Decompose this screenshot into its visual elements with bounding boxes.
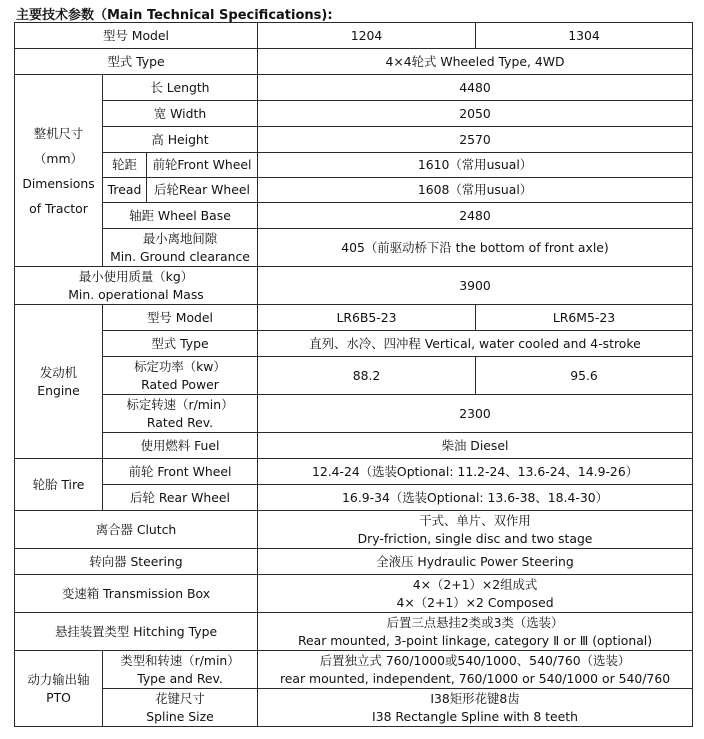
row-tread-front [15, 153, 693, 178]
tire-front-label: 前轮 Front Wheel [103, 459, 258, 485]
ground-clearance-label-cn: 最小离地间隙 [142, 230, 218, 246]
mass-label-en: Min. operational Mass [68, 286, 204, 302]
mass-label-cn: 最小使用质量（kg） [78, 268, 194, 284]
height-value: 2570 [258, 127, 693, 153]
row-tire-front [15, 459, 693, 485]
spec-table [14, 22, 693, 727]
row-rated-rev [15, 395, 693, 433]
row-engine-type [15, 331, 693, 357]
row-width [15, 101, 693, 127]
width-value: 2050 [258, 101, 693, 127]
dimensions-unit: （mm） [34, 150, 83, 166]
row-model [15, 23, 693, 49]
engine-type-value: 直列、水冷、四冲程 Vertical, water cooled and 4-stroke [258, 331, 693, 357]
model-1304: 1304 [476, 23, 693, 49]
clutch-value-en: Dry-friction, single disc and two stage [357, 530, 593, 546]
dimensions-en: Dimensions [22, 175, 95, 191]
pto-spline-label-en: Spline Size [146, 708, 214, 724]
pto-type-rev-value-cn: 后置独立式 760/1000或540/1000、540/760（选装） [319, 652, 631, 668]
hitching-value-en: Rear mounted, 3-point linkage, category Ⅱ or Ⅲ (optional) [297, 632, 653, 648]
transmission-value-en: 4×（2+1）×2 Composed [396, 594, 554, 610]
pto-group-en: PTO [46, 689, 71, 705]
front-wheel-label: 前轮Front Wheel [147, 153, 258, 178]
ground-clearance-label [103, 229, 258, 267]
rated-rev-label-en: Rated Rev. [146, 414, 214, 430]
length-value: 4480 [258, 75, 693, 101]
rated-power-label-en: Rated Power [141, 376, 219, 392]
steering-label: 转向器 Steering [15, 549, 258, 575]
engine-type-label: 型式 Type [103, 331, 258, 357]
hitching-value [258, 613, 693, 651]
row-wheel-base [15, 203, 693, 229]
type-label: 型式 Type [15, 49, 258, 75]
rated-power-a: 88.2 [258, 357, 476, 395]
wheel-base-label: 轴距 Wheel Base [103, 203, 258, 229]
row-hitching [15, 613, 693, 651]
pto-type-rev-value [258, 651, 693, 689]
pto-type-rev-label-cn: 类型和转速（r/min） [120, 652, 240, 668]
tire-group-label: 轮胎 Tire [15, 459, 103, 511]
steering-value: 全液压 Hydraulic Power Steering [258, 549, 693, 575]
ground-clearance-label-en: Min. Ground clearance [110, 248, 250, 264]
dimensions-cn: 整机尺寸 [33, 125, 84, 141]
pto-spline-value-en: I38 Rectangle Spline with 8 teeth [372, 708, 578, 724]
hitching-value-cn: 后置三点悬挂2类或3类（选装） [386, 614, 564, 630]
hitching-label: 悬挂装置类型 Hitching Type [15, 613, 258, 651]
row-type [15, 49, 693, 75]
engine-model-b: LR6M5-23 [476, 305, 693, 331]
tire-rear-value: 16.9-34（选装Optional: 13.6-38、18.4-30） [258, 485, 693, 511]
front-wheel-value: 1610（常用usual） [258, 153, 693, 178]
row-engine-model [15, 305, 693, 331]
row-height [15, 127, 693, 153]
row-fuel [15, 433, 693, 459]
width-label: 宽 Width [103, 101, 258, 127]
row-clutch [15, 511, 693, 549]
rear-wheel-label: 后轮Rear Wheel [147, 178, 258, 203]
row-transmission [15, 575, 693, 613]
row-pto-type-rev [15, 651, 693, 689]
row-length [15, 75, 693, 101]
row-mass [15, 267, 693, 305]
page-heading: 主要技术参数（Main Technical Specifications): [16, 8, 333, 23]
pto-spline-label [103, 689, 258, 727]
height-label: 高 Height [103, 127, 258, 153]
rated-rev-value: 2300 [258, 395, 693, 433]
tire-rear-label: 后轮 Rear Wheel [103, 485, 258, 511]
pto-spline-label-cn: 花键尺寸 [155, 690, 205, 706]
rated-power-label [103, 357, 258, 395]
ground-clearance-value: 405（前驱动桥下沿 the bottom of front axle) [258, 229, 693, 267]
mass-value: 3900 [258, 267, 693, 305]
row-tire-rear [15, 485, 693, 511]
pto-type-rev-label-en: Type and Rev. [137, 670, 223, 686]
pto-type-rev-value-en: rear mounted, independent, 760/1000 or 540/1000 or 540/760 [279, 670, 671, 686]
engine-group-cn: 发动机 [39, 364, 78, 380]
tire-front-value: 12.4-24（选装Optional: 11.2-24、13.6-24、14.9-26） [258, 459, 693, 485]
row-tread-rear [15, 178, 693, 203]
fuel-value: 柴油 Diesel [258, 433, 693, 459]
clutch-label: 离合器 Clutch [15, 511, 258, 549]
transmission-value [258, 575, 693, 613]
pto-group-label [15, 651, 103, 727]
rated-power-b: 95.6 [476, 357, 693, 395]
tread-label-en: Tread [103, 178, 147, 203]
row-pto-spline [15, 689, 693, 727]
transmission-value-cn: 4×（2+1）×2组成式 [412, 576, 538, 592]
row-rated-power [15, 357, 693, 395]
type-value: 4×4轮式 Wheeled Type, 4WD [258, 49, 693, 75]
pto-type-rev-label [103, 651, 258, 689]
engine-model-a: LR6B5-23 [258, 305, 476, 331]
rated-rev-label-cn: 标定转速（r/min） [126, 396, 234, 412]
dimensions-group-label [15, 75, 103, 267]
clutch-value [258, 511, 693, 549]
engine-model-label: 型号 Model [103, 305, 258, 331]
engine-group-label [15, 305, 103, 459]
dimensions-en-2: of Tractor [29, 200, 88, 216]
engine-group-en: Engine [37, 382, 80, 398]
clutch-value-cn: 干式、单片、双作用 [419, 512, 531, 528]
rated-power-label-cn: 标定功率（kw） [134, 358, 226, 374]
mass-label [15, 267, 258, 305]
pto-spline-value-cn: I38矩形花键8齿 [430, 690, 520, 706]
model-label: 型号 Model [15, 23, 258, 49]
transmission-label: 变速箱 Transmission Box [15, 575, 258, 613]
fuel-label: 使用燃料 Fuel [103, 433, 258, 459]
pto-spline-value [258, 689, 693, 727]
length-label: 长 Length [103, 75, 258, 101]
pto-group-cn: 动力输出轴 [27, 671, 90, 687]
rated-rev-label [103, 395, 258, 433]
row-steering [15, 549, 693, 575]
row-ground-clearance [15, 229, 693, 267]
model-1204: 1204 [258, 23, 476, 49]
rear-wheel-value: 1608（常用usual） [258, 178, 693, 203]
tread-label-cn: 轮距 [103, 153, 147, 178]
wheel-base-value: 2480 [258, 203, 693, 229]
